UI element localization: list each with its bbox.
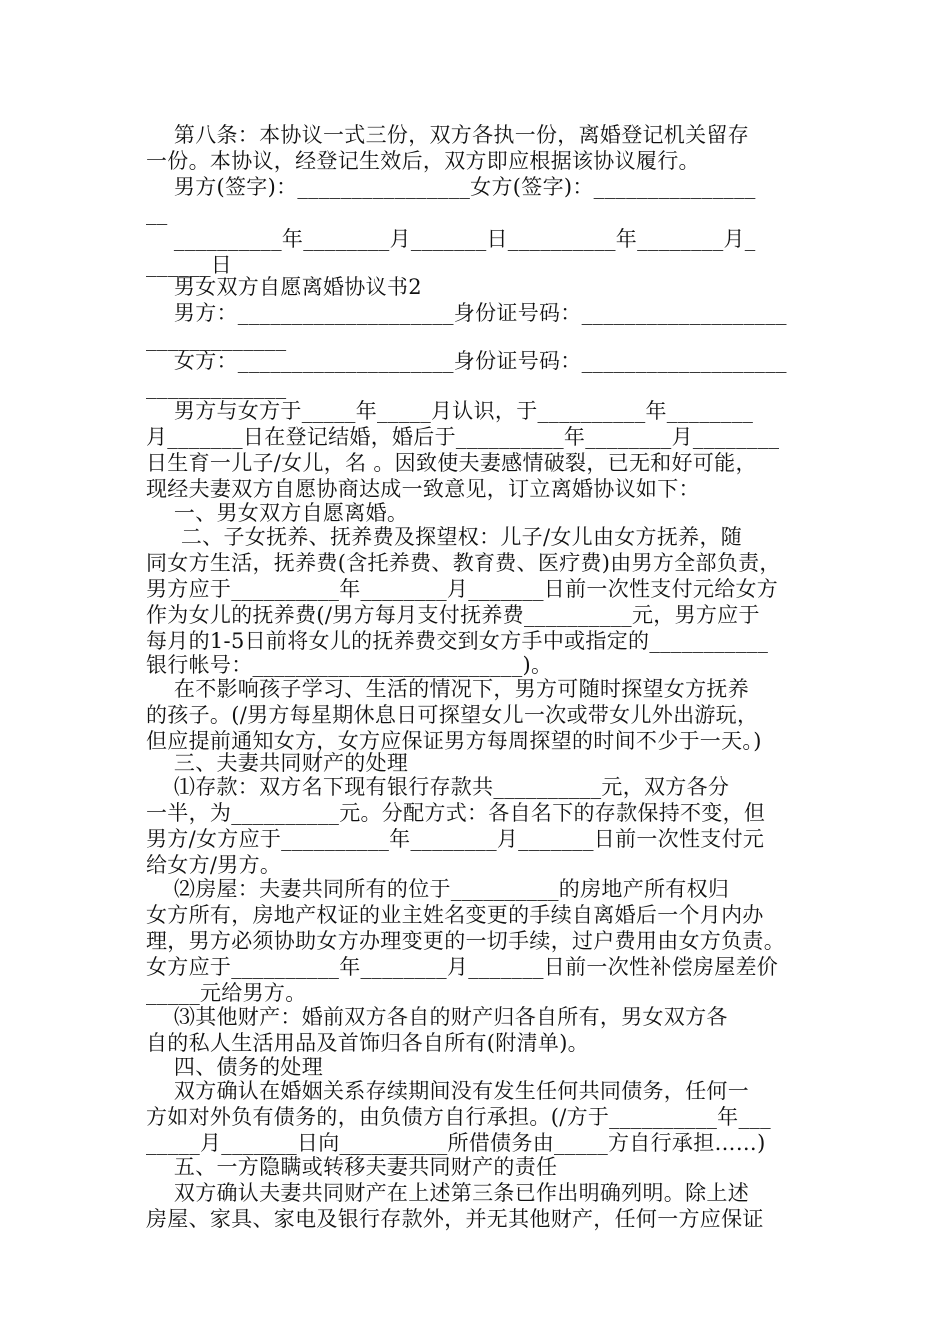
- heading-4: 四、债务的处理: [146, 1055, 324, 1079]
- heading-1: 一、男女双方自愿离婚。: [146, 501, 409, 525]
- text-line: 男方与女方于_____年_____月认识，于__________年________: [146, 399, 754, 423]
- text-line: 每月的1-5日前将女儿的抚养费交到女方手中或指定的___________: [146, 629, 769, 653]
- text-line: ⑶其他财产：婚前双方各自的财产归各自所有，男女双方各: [146, 1005, 728, 1029]
- text-line: 一半，为__________元。分配方式：各自名下的存款保持不变，但: [146, 801, 766, 825]
- heading-3: 三、夫妻共同财产的处理: [146, 751, 409, 775]
- text-line: __________年________月_______日__________年________月_: [146, 227, 756, 251]
- text-line: 女方所有，房地产权证的业主姓名变更的手续自离婚后一个月内办: [146, 903, 764, 927]
- text-line: 同女方生活，抚养费(含托养费、教育费、医疗费)由男方全部负责，: [146, 551, 781, 575]
- heading-2: 二、子女抚养、抚养费及探望权：儿子/女儿由女方抚养，随: [146, 525, 743, 549]
- text-line: 男方应于__________年________月_______日前一次性支付元给女方: [146, 577, 779, 601]
- text-line: _____元给男方。: [146, 981, 307, 1005]
- text-line: 但应提前通知女方，女方应保证男方每周探望的时间不少于一天。): [146, 729, 762, 753]
- text-line: __: [146, 201, 168, 225]
- text-line: 给女方/男方。: [146, 853, 282, 877]
- text-line: 在不影响孩子学习、生活的情况下，男方可随时探望女方抚养: [146, 677, 749, 701]
- text-line: 一份。本协议，经登记生效后，双方即应根据该协议履行。: [146, 149, 700, 173]
- text-line: 房屋、家具、家电及银行存款外，并无其他财产，任何一方应保证: [146, 1207, 764, 1231]
- text-line: 男方：____________________身份证号码：___________________: [146, 301, 787, 325]
- text-line: 自的私人生活用品及首饰归各自所有(附清单)。: [146, 1031, 589, 1055]
- text-line: ⑴存款：双方名下现有银行存款共__________元，双方各分: [146, 775, 730, 799]
- text-line: 女方：____________________身份证号码：___________________: [146, 349, 787, 373]
- text-line: 现经夫妻双方自愿协商达成一致意见，订立离婚协议如下：: [146, 477, 700, 501]
- text-line: _____________: [146, 327, 287, 351]
- text-line: 月_______日在登记结婚，婚后于__________年________月________: [146, 425, 780, 449]
- text-line: _____月_______日向__________所借债务由_____方自行承担……): [146, 1131, 766, 1155]
- text-line: 银行帐号：_________________________)。: [146, 653, 553, 677]
- heading-5: 五、一方隐瞒或转移夫妻共同财产的责任: [146, 1155, 558, 1179]
- text-line: 女方应于__________年________月_______日前一次性补偿房屋差价: [146, 955, 779, 979]
- text-line: 作为女儿的抚养费(/男方每月支付抚养费__________元，男方应于: [146, 603, 760, 627]
- text-line: ⑵房屋：夫妻共同所有的位于__________的房地产所有权归: [146, 877, 730, 901]
- text-line: ______日: [146, 253, 233, 277]
- text-line: 男方/女方应于__________年________月_______日前一次性支付元: [146, 827, 765, 851]
- text-line: 双方确认在婚姻关系存续期间没有发生任何共同债务，任何一: [146, 1079, 749, 1103]
- text-line: 理，男方必须协助女方办理变更的一切手续，过户费用由女方负责。: [146, 929, 785, 953]
- text-line: 男方(签字)：________________女方(签字)：_______________: [146, 175, 756, 199]
- text-line: 双方确认夫妻共同财产在上述第三条已作出明确列明。除上述: [146, 1181, 749, 1205]
- text-line: 的孩子。(/男方每星期休息日可探望女儿一次或带女儿外出游玩，: [146, 703, 759, 727]
- text-line: 日生育一儿子/女儿，名 。因致使夫妻感情破裂，已无和好可能，: [146, 451, 757, 475]
- text-line: _____________: [146, 375, 287, 399]
- section-title: 男女双方自愿离婚协议书2: [146, 275, 422, 299]
- text-line: 第八条：本协议一式三份，双方各执一份，离婚登记机关留存: [146, 123, 749, 147]
- text-line: 方如对外负有债务的，由负债方自行承担。(/方于__________年___: [146, 1105, 771, 1129]
